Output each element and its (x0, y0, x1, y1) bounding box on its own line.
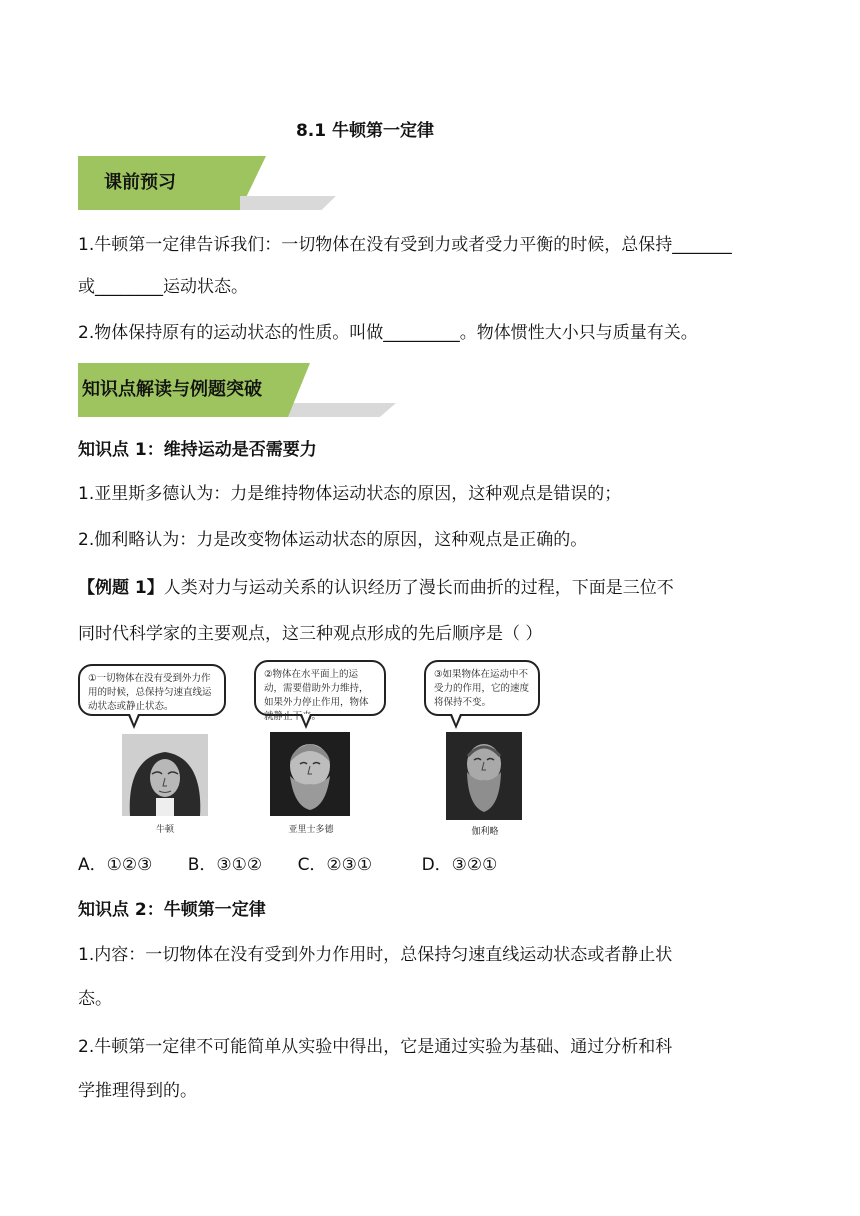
example1-line1 (78, 575, 674, 601)
speech-bubble-aristotle: ②物体在水平面上的运动，需要借助外力维持，如果外力停止作用，物体就静止下来。 (254, 660, 386, 716)
speech-bubble-newton: ①一切物体在没有受到外力作用的时候，总保持匀速直线运动状态或静止状态。 (78, 664, 226, 716)
kp2-p2-line1: 2.牛顿第一定律不可能简单从实验中得出，它是通过实验为基础、通过分析和科 (78, 1037, 673, 1057)
caption-galileo: 伽利略 (471, 827, 499, 837)
kp2-p2-line2: 学推理得到的。 (78, 1081, 197, 1101)
kp1-line1: 1.亚里斯多德认为：力是维持物体运动状态的原因，这种观点是错误的； (78, 484, 622, 504)
example-text: 人类对力与运动关系的认识经历了漫长而曲折的过程，下面是三位不 (163, 578, 674, 598)
speech-bubble-galileo: ③如果物体在运动中不受力的作用，它的速度将保持不变。 (424, 660, 540, 716)
section-banner-knowledge (78, 363, 328, 417)
preview-q1-line2: 或________运动状态。 (78, 277, 248, 297)
preview-q2: 2.物体保持原有的运动状态的性质。叫做_________。物体惯性大小只与质量有关。 (78, 323, 698, 343)
caption-newton: 牛顿 (155, 825, 174, 835)
kp1-line2: 2.伽利略认为：力是改变物体运动状态的原因，这种观点是正确的。 (78, 530, 588, 550)
section-label: 课前预习 (104, 172, 176, 193)
preview-q1-line1: 1.牛顿第一定律告诉我们：一切物体在没有受到力或者受力平衡的时候，总保持_______ (78, 235, 732, 255)
example1-options (78, 852, 527, 878)
kp2-p1-line1: 1.内容：一切物体在没有受到外力作用时，总保持匀速直线运动状态或者静止状 (78, 945, 673, 965)
page-title: 8.1 牛顿第一定律 (295, 121, 435, 141)
aristotle-portrait (270, 732, 350, 816)
kp2-heading: 知识点 2：牛顿第一定律 (78, 900, 266, 920)
kp2-p1-line2: 态。 (78, 989, 112, 1009)
example-tag: 【例题 1】 (78, 578, 164, 598)
section-label: 知识点解读与例题突破 (82, 379, 262, 400)
galileo-portrait (446, 732, 522, 820)
kp1-heading: 知识点 1：维持运动是否需要力 (78, 440, 317, 460)
example1-figure (78, 660, 578, 840)
option-c: C．②③① (297, 855, 373, 875)
newton-portrait (122, 734, 208, 816)
option-d: D．③②① (421, 855, 498, 875)
caption-aristotle: 亚里士多德 (288, 825, 334, 835)
example1-line2: 同时代科学家的主要观点，这三种观点形成的先后顺序是（ ） (78, 624, 543, 644)
option-b: B．③①② (187, 855, 263, 875)
section-banner-preview (78, 156, 268, 210)
option-a: A．①②③ (78, 855, 153, 875)
